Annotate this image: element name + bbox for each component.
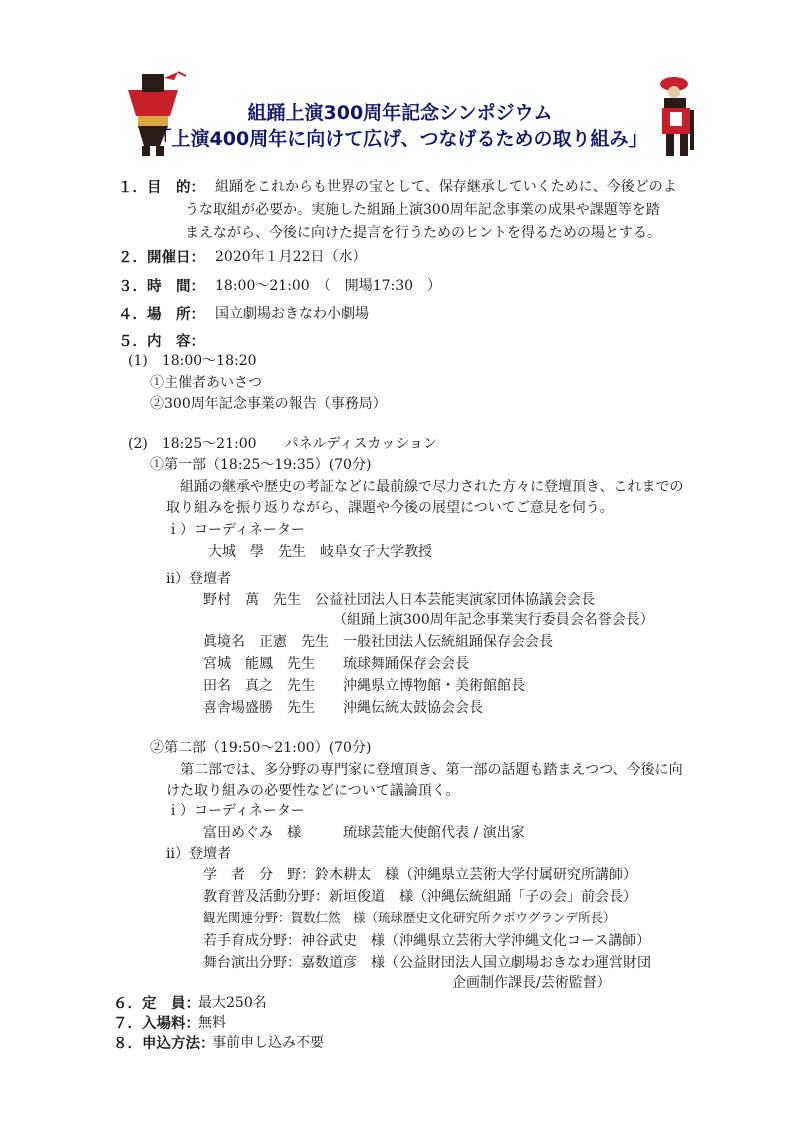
first-panelist: 野村 萬 先生 公益社団法人日本芸能実演家団体協議会会長: [203, 592, 595, 608]
venue-label: ４．場 所：: [118, 307, 205, 323]
second-panelist: 若手育成分野：神谷武史 様（沖縄県立芸術大学沖縄文化コース講師）: [203, 933, 651, 949]
second-panel-label: ⅱ）登壇者: [166, 846, 231, 862]
part1-item: ①主催者あいさつ: [150, 375, 262, 391]
time-label: ３．時 間：: [118, 279, 205, 295]
time-value: 18:00～21:00 （ 開場17:30 ）: [215, 278, 442, 294]
second-coordinator-label: ｉ）コーディネーター: [166, 803, 305, 819]
apply-value: 事前申し込み不要: [212, 1035, 324, 1051]
fee-value: 無料: [198, 1015, 226, 1031]
first-panelist: 宮城 能鳳 先生 琉球舞踊保存会会長: [203, 656, 469, 672]
first-panelist: 田名 真之 先生 沖縄県立博物館・美術館館長: [203, 678, 525, 694]
venue-value: 国立劇場おきなわ小劇場: [215, 306, 369, 322]
first-session-desc: 取り組みを振り返りながら、課題や今後の展望についてご意見を伺う。: [166, 500, 614, 516]
fee-label: ７．入場料：: [113, 1016, 200, 1032]
second-panelist: 企画制作課長/芸術監督）: [452, 975, 611, 991]
first-panelist: 喜舎場盛勝 先生 沖縄伝統太鼓協会会長: [203, 700, 483, 716]
purpose-text-line: 組踊をこれからも世界の宝として、保存継承していくために、今後どのよ: [215, 179, 677, 195]
part1-item: ②300周年記念事業の報告（事務局）: [150, 396, 387, 412]
date-value: 2020年１月22日（水）: [215, 249, 367, 265]
first-coordinator: 大城 學 先生 岐阜女子大学教授: [208, 544, 432, 560]
second-panelist: 観光関連分野：賀数仁然 様（琉球歴史文化研究所クボウグランデ所長）: [203, 910, 616, 925]
purpose-text-line: うな取組が必要か。実施した組踊上演300周年記念事業の成果や課題等を踏: [185, 202, 660, 218]
second-panelist: 舞台演出分野：嘉数道彦 様（公益財団法人国立劇場おきなわ運営財団: [203, 955, 651, 971]
second-panelist: 学 者 分 野：鈴木耕太 様（沖縄県立芸術大学付属研究所講師）: [203, 867, 637, 883]
first-panelist: （組踊上演300周年記念事業実行委員会名誉会長）: [333, 612, 654, 628]
second-session-desc: けた取り組みの必要性などについて議論頂く。: [166, 783, 460, 799]
apply-label: ８．申込方法：: [113, 1036, 215, 1052]
content-label: ５．内 容：: [118, 334, 205, 350]
second-session-desc: 第二部では、多分野の専門家に登壇頂き、第一部の話題も踏まえつつ、今後に向: [180, 762, 683, 778]
first-session-desc: 組踊の継承や歴史の考証などに最前線で尽力された方々に登壇頂き、これまでの: [180, 479, 684, 495]
first-panelist: 眞境名 正憲 先生 一般社団法人伝統組踊保存会会長: [203, 634, 553, 650]
capacity-label: ６．定 員：: [113, 996, 200, 1012]
date-label: ２．開催日：: [118, 250, 205, 266]
part1-heading: (1) 18:00～18:20: [128, 353, 257, 369]
page-subtitle: 「上演400周年に向けて広げ、つなげるための取り組み」: [152, 128, 648, 150]
part2-heading: (2) 18:25～21:00 パネルディスカッション: [128, 436, 437, 452]
first-session-heading: ①第一部（18:25～19:35）(70分): [150, 457, 372, 473]
second-panelist: 教育普及活動分野：新垣俊道 様（沖縄伝統組踊「子の会」前会長）: [203, 889, 637, 905]
page-title: 組踊上演300周年記念シンポジウム: [247, 102, 553, 124]
purpose-label: １．目 的：: [118, 180, 205, 196]
second-session-heading: ②第二部（19:50～21:00）(70分): [150, 740, 372, 756]
second-coordinator: 富田めぐみ 様 琉球芸能大使館代表 / 演出家: [203, 825, 525, 841]
purpose-text-line: まえながら、今後に向けた提言を行うためのヒントを得るための場とする。: [185, 225, 661, 241]
first-coordinator-label: ｉ）コーディネーター: [166, 522, 305, 538]
first-panel-label: ⅱ）登壇者: [166, 571, 231, 587]
capacity-value: 最大250名: [198, 995, 267, 1011]
